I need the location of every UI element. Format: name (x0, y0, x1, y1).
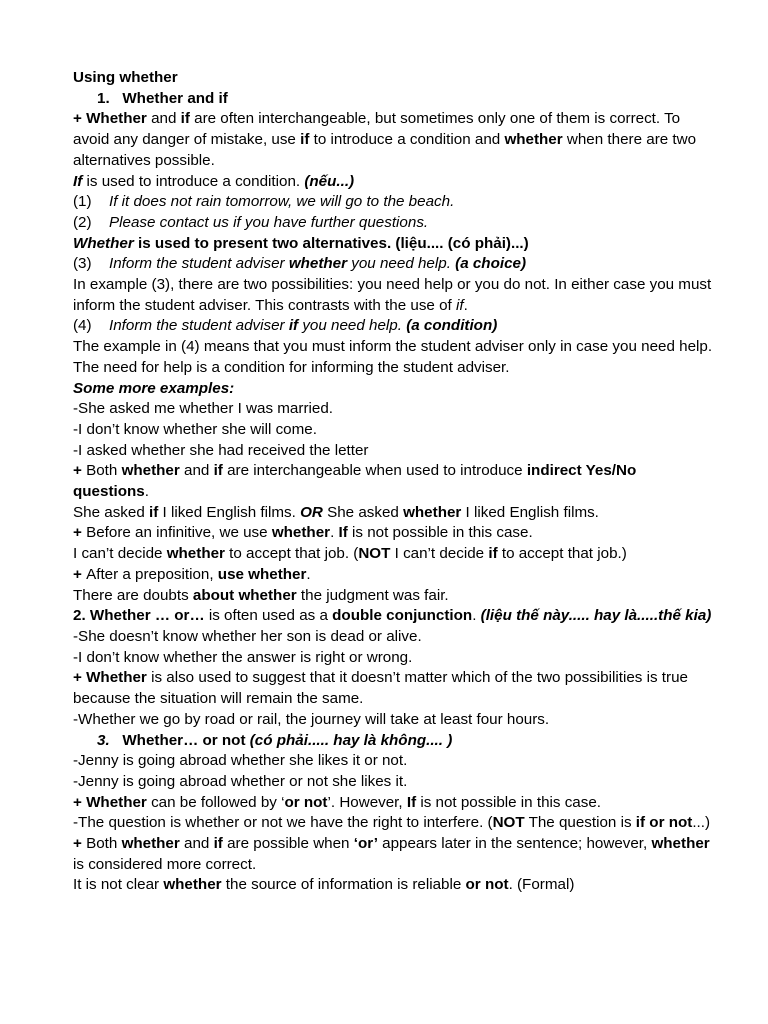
paragraph-interchangeable: + Whether and if are often interchangeable, but sometimes only one of them is correct. To avoid any danger of mistake, use if to introduce a condition and whether when there are two alternatives possible. (73, 110, 697, 169)
list-item: -Jenny is going abroad whether or not she likes it. (73, 772, 408, 790)
list-item: -Jenny is going abroad whether she likes it or not. (73, 752, 408, 770)
section-3-number: 3. (97, 731, 110, 749)
document-page (73, 68, 713, 896)
example-source-reliable: It is not clear whether the source of information is reliable or not. (Formal) (73, 876, 575, 894)
paragraph-or-later: + Both whether and if are possible when ‘or’ appears later in the sentence; however, whether is considered more correct. (73, 835, 710, 873)
example-4: (4) Inform the student adviser if you need help. (a condition) (73, 317, 498, 335)
rule-or-not: + Whether can be followed by ‘or not’. However, If is not possible in this case. (73, 793, 602, 811)
paragraph-doesnt-matter: + Whether is also used to suggest that it doesn’t matter which of the two possibilities is true because the situation will remain the same. (73, 669, 688, 708)
document-title: Using whether (73, 69, 178, 86)
if-definition: If is used to introduce a condition. (nếu...) (73, 172, 355, 190)
list-item: -She asked me whether I was married. (73, 400, 333, 418)
example-english-films: She asked if I liked English films. OR She asked whether I liked English films. (73, 503, 599, 521)
list-item: -I don’t know whether the answer is right or wrong. (73, 648, 413, 666)
list-item: -I asked whether she had received the letter (73, 441, 369, 459)
section-1-number: 1. (97, 89, 110, 107)
example-2: (2) Please contact us if you have further questions. (73, 213, 429, 231)
section-2-heading: 2. Whether … or… is often used as a double conjunction. (liệu thế này..... hay là.....thế kia) (73, 607, 712, 625)
paragraph-indirect-questions: + Both whether and if are interchangeable when used to introduce indirect Yes/No questions. (73, 462, 637, 501)
example-1: (1) If it does not rain tomorrow, we will go to the beach. (73, 193, 455, 211)
example-road-rail: -Whether we go by road or rail, the journey will take at least four hours. (73, 710, 550, 728)
whether-definition: Whether is used to present two alternatives. (liệu.... (có phải)...) (73, 234, 529, 252)
example-3: (3) Inform the student adviser whether you need help. (a choice) (73, 255, 527, 273)
paragraph-example-3-explanation: In example (3), there are two possibilities: you need help or you do not. In either case you must inform the student adviser. This contrasts with the use of if. (73, 276, 712, 314)
section-1-heading (73, 89, 713, 110)
rule-preposition: + After a preposition, use whether. (73, 565, 311, 583)
rule-infinitive: + Before an infinitive, we use whether. If is not possible in this case. (73, 524, 533, 542)
more-examples-heading: Some more examples: (73, 379, 235, 397)
example-accept-job: I can’t decide whether to accept that job. (NOT I can’t decide if to accept that job.) (73, 545, 627, 563)
section-3-heading: 3. Whether… or not (có phải..... hay là không.... ) (97, 731, 453, 749)
paragraph-example-4-explanation: The example in (4) means that you must inform the student adviser only in case you need help. The need for help is a condition for informing the student adviser. (73, 338, 713, 376)
list-item: -She doesn’t know whether her son is dead or alive. (73, 627, 422, 645)
example-interfere: -The question is whether or not we have the right to interfere. (NOT The question is if or not...) (73, 814, 711, 832)
section-1-title: Whether and if (122, 89, 228, 107)
example-judgment: There are doubts about whether the judgment was fair. (73, 586, 449, 604)
list-item: -I don’t know whether she will come. (73, 420, 317, 438)
